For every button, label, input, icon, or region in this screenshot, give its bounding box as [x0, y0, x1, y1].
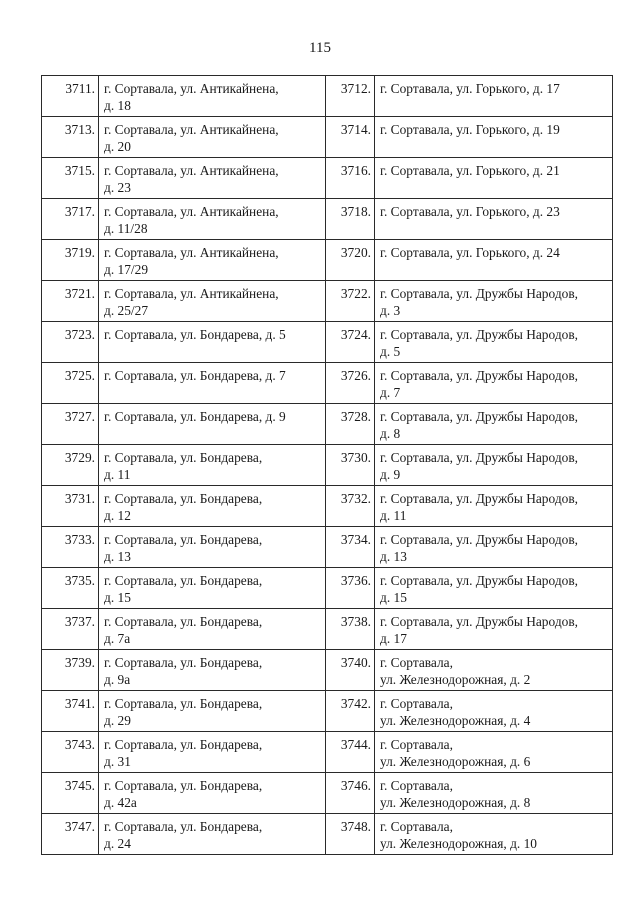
- address-line-1: г. Сортавала, ул. Антикайнена,: [104, 286, 279, 301]
- address-line-1: г. Сортавала, ул. Бондарева,: [104, 819, 263, 834]
- address-line-1: г. Сортавала, ул. Дружбы Народов,: [380, 286, 578, 301]
- entry-number: 3720.: [326, 240, 375, 281]
- entry-number: 3728.: [326, 404, 375, 445]
- address-line-1: г. Сортавала,: [380, 737, 453, 752]
- entry-address: [375, 732, 613, 773]
- address-line-1: г. Сортавала, ул. Бондарева, д. 5: [104, 327, 286, 342]
- address-line-1: г. Сортавала, ул. Бондарева,: [104, 491, 263, 506]
- entry-number: 3735.: [42, 568, 99, 609]
- entry-number: 3725.: [42, 363, 99, 404]
- address-line-1: г. Сортавала, ул. Дружбы Народов,: [380, 327, 578, 342]
- entry-address: [99, 814, 326, 855]
- entry-number: 3718.: [326, 199, 375, 240]
- entry-address: [99, 363, 326, 404]
- address-line-1: г. Сортавала, ул. Бондарева,: [104, 450, 263, 465]
- table-row: [42, 322, 613, 363]
- entry-number: 3747.: [42, 814, 99, 855]
- entry-number: 3723.: [42, 322, 99, 363]
- entry-address: [375, 773, 613, 814]
- address-line-2: д. 31: [104, 754, 131, 769]
- entry-number: 3741.: [42, 691, 99, 732]
- address-line-1: г. Сортавала, ул. Дружбы Народов,: [380, 409, 578, 424]
- address-line-1: г. Сортавала, ул. Бондарева, д. 9: [104, 409, 286, 424]
- address-line-1: г. Сортавала, ул. Бондарева,: [104, 573, 263, 588]
- address-line-1: г. Сортавала, ул. Бондарева,: [104, 696, 263, 711]
- entry-number: 3716.: [326, 158, 375, 199]
- entry-address: [375, 158, 613, 199]
- address-line-1: г. Сортавала, ул. Бондарева,: [104, 614, 263, 629]
- address-line-2: д. 25/27: [104, 303, 149, 318]
- entry-number: 3738.: [326, 609, 375, 650]
- entry-address: [375, 363, 613, 404]
- address-line-2: д. 24: [104, 836, 131, 851]
- table-row: [42, 814, 613, 855]
- entry-number: 3721.: [42, 281, 99, 322]
- address-line-1: г. Сортавала, ул. Антикайнена,: [104, 81, 279, 96]
- address-line-2: д. 17: [380, 631, 407, 646]
- entry-number: 3748.: [326, 814, 375, 855]
- entry-number: 3719.: [42, 240, 99, 281]
- address-registry-table: [41, 75, 613, 855]
- address-line-1: г. Сортавала, ул. Антикайнена,: [104, 245, 279, 260]
- address-line-2: ул. Железнодорожная, д. 6: [380, 754, 531, 769]
- entry-address: [375, 199, 613, 240]
- entry-address: [375, 527, 613, 568]
- entry-number: 3722.: [326, 281, 375, 322]
- address-line-1: г. Сортавала, ул. Горького, д. 23: [380, 204, 560, 219]
- table-row: [42, 691, 613, 732]
- address-line-2: д. 12: [104, 508, 131, 523]
- entry-number: 3742.: [326, 691, 375, 732]
- address-line-1: г. Сортавала, ул. Бондарева,: [104, 778, 263, 793]
- entry-number: 3730.: [326, 445, 375, 486]
- entry-number: 3745.: [42, 773, 99, 814]
- entry-number: 3715.: [42, 158, 99, 199]
- table-row: [42, 363, 613, 404]
- table-row: [42, 281, 613, 322]
- entry-address: [99, 76, 326, 117]
- entry-address: [99, 281, 326, 322]
- address-line-1: г. Сортавала, ул. Горького, д. 19: [380, 122, 560, 137]
- address-line-2: д. 9: [380, 467, 401, 482]
- table-row: [42, 445, 613, 486]
- address-line-2: д. 13: [104, 549, 131, 564]
- page-number: 115: [309, 40, 331, 56]
- entry-number: 3714.: [326, 117, 375, 158]
- address-line-1: г. Сортавала, ул. Дружбы Народов,: [380, 491, 578, 506]
- address-line-1: г. Сортавала, ул. Бондарева,: [104, 737, 263, 752]
- address-line-2: ул. Железнодорожная, д. 10: [380, 836, 537, 851]
- entry-address: [99, 322, 326, 363]
- entry-address: [375, 117, 613, 158]
- table-row: [42, 527, 613, 568]
- entry-address: [99, 404, 326, 445]
- entry-address: [375, 404, 613, 445]
- entry-address: [375, 76, 613, 117]
- address-line-2: д. 13: [380, 549, 407, 564]
- entry-address: [99, 568, 326, 609]
- address-line-1: г. Сортавала, ул. Дружбы Народов,: [380, 532, 578, 547]
- entry-address: [375, 445, 613, 486]
- entry-address: [99, 527, 326, 568]
- table-row: [42, 568, 613, 609]
- entry-address: [99, 691, 326, 732]
- entry-number: 3733.: [42, 527, 99, 568]
- address-line-1: г. Сортавала, ул. Дружбы Народов,: [380, 614, 578, 629]
- table-row: [42, 199, 613, 240]
- address-line-2: д. 11: [380, 508, 407, 523]
- entry-address: [99, 240, 326, 281]
- address-line-1: г. Сортавала, ул. Антикайнена,: [104, 163, 279, 178]
- table-row: [42, 609, 613, 650]
- address-line-2: д. 29: [104, 713, 131, 728]
- entry-number: 3743.: [42, 732, 99, 773]
- entry-address: [99, 158, 326, 199]
- address-line-1: г. Сортавала, ул. Дружбы Народов,: [380, 573, 578, 588]
- address-line-1: г. Сортавала, ул. Горького, д. 21: [380, 163, 560, 178]
- entry-number: 3713.: [42, 117, 99, 158]
- address-line-2: д. 20: [104, 139, 131, 154]
- table-row: [42, 773, 613, 814]
- table-row: [42, 650, 613, 691]
- registry-body: [42, 76, 613, 855]
- entry-number: 3732.: [326, 486, 375, 527]
- address-line-1: г. Сортавала, ул. Антикайнена,: [104, 204, 279, 219]
- entry-number: 3717.: [42, 199, 99, 240]
- entry-address: [99, 445, 326, 486]
- address-line-2: д. 3: [380, 303, 401, 318]
- address-line-2: д. 11/28: [104, 221, 148, 236]
- entry-number: 3731.: [42, 486, 99, 527]
- entry-address: [375, 650, 613, 691]
- address-line-1: г. Сортавала, ул. Бондарева,: [104, 655, 263, 670]
- address-line-2: д. 7а: [104, 631, 131, 646]
- entry-address: [99, 732, 326, 773]
- address-line-1: г. Сортавала,: [380, 819, 453, 834]
- entry-number: 3727.: [42, 404, 99, 445]
- address-line-2: ул. Железнодорожная, д. 2: [380, 672, 531, 687]
- table-row: [42, 76, 613, 117]
- entry-address: [99, 199, 326, 240]
- entry-number: 3744.: [326, 732, 375, 773]
- address-line-2: д. 8: [380, 426, 401, 441]
- entry-address: [99, 773, 326, 814]
- entry-number: 3737.: [42, 609, 99, 650]
- table-row: [42, 732, 613, 773]
- address-line-1: г. Сортавала, ул. Дружбы Народов,: [380, 368, 578, 383]
- entry-number: 3712.: [326, 76, 375, 117]
- address-line-2: д. 5: [380, 344, 401, 359]
- entry-address: [99, 609, 326, 650]
- entry-address: [375, 691, 613, 732]
- address-line-1: г. Сортавала, ул. Бондарева,: [104, 532, 263, 547]
- entry-number: 3746.: [326, 773, 375, 814]
- entry-number: 3726.: [326, 363, 375, 404]
- entry-number: 3739.: [42, 650, 99, 691]
- address-line-2: д. 9а: [104, 672, 131, 687]
- entry-address: [375, 322, 613, 363]
- entry-address: [375, 814, 613, 855]
- address-line-2: д. 11: [104, 467, 131, 482]
- entry-number: 3740.: [326, 650, 375, 691]
- entry-number: 3711.: [42, 76, 99, 117]
- address-line-2: д. 42а: [104, 795, 137, 810]
- entry-number: 3736.: [326, 568, 375, 609]
- address-line-2: ул. Железнодорожная, д. 4: [380, 713, 531, 728]
- entry-address: [99, 650, 326, 691]
- address-line-1: г. Сортавала,: [380, 655, 453, 670]
- address-line-2: д. 18: [104, 98, 131, 113]
- address-line-2: д. 17/29: [104, 262, 149, 277]
- address-line-2: д. 15: [380, 590, 407, 605]
- entry-address: [375, 240, 613, 281]
- entry-number: 3734.: [326, 527, 375, 568]
- address-line-1: г. Сортавала, ул. Дружбы Народов,: [380, 450, 578, 465]
- table-row: [42, 158, 613, 199]
- address-line-1: г. Сортавала,: [380, 696, 453, 711]
- entry-number: 3729.: [42, 445, 99, 486]
- address-line-1: г. Сортавала, ул. Горького, д. 24: [380, 245, 560, 260]
- address-line-2: д. 23: [104, 180, 131, 195]
- entry-address: [375, 568, 613, 609]
- address-line-1: г. Сортавала, ул. Антикайнена,: [104, 122, 279, 137]
- entry-address: [99, 117, 326, 158]
- address-line-1: г. Сортавала, ул. Горького, д. 17: [380, 81, 560, 96]
- address-line-2: д. 7: [380, 385, 401, 400]
- address-line-1: г. Сортавала, ул. Бондарева, д. 7: [104, 368, 286, 383]
- table-row: [42, 486, 613, 527]
- entry-number: 3724.: [326, 322, 375, 363]
- address-line-2: ул. Железнодорожная, д. 8: [380, 795, 531, 810]
- table-row: [42, 404, 613, 445]
- entry-address: [375, 609, 613, 650]
- entry-address: [375, 281, 613, 322]
- table-row: [42, 240, 613, 281]
- table-row: [42, 117, 613, 158]
- entry-address: [99, 486, 326, 527]
- address-line-1: г. Сортавала,: [380, 778, 453, 793]
- address-line-2: д. 15: [104, 590, 131, 605]
- entry-address: [375, 486, 613, 527]
